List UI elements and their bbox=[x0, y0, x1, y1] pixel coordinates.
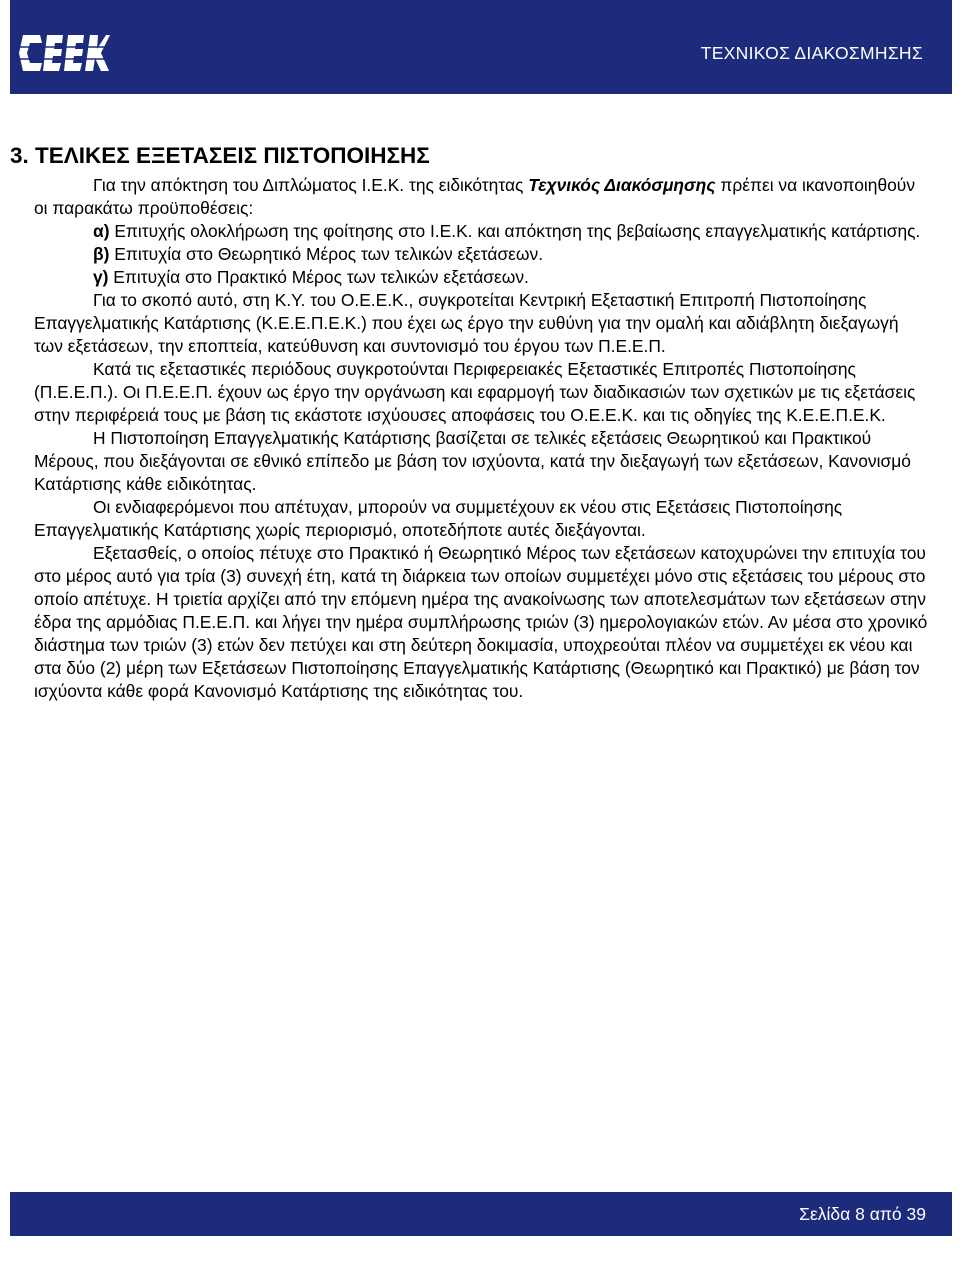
requirement-a-label: α) bbox=[93, 221, 110, 241]
page-number: Σελίδα 8 από 39 bbox=[799, 1204, 926, 1224]
document-title: ΤΕΧΝΙΚΟΣ ΔΙΑΚΟΣΜΗΣΗΣ bbox=[700, 43, 923, 63]
certification-paragraph: Η Πιστοποίηση Επαγγελματικής Κατάρτισης βασίζεται σε τελικές εξετάσεις Θεωρητικού και Πρακτικού Μέρους, που διεξάγονται σε εθνικό επίπεδο με βάση τον ισχύοντα, κατά την διεξαγωγή των εξετάσεων, Κανονισμό Κατάρτισης κάθε ειδικότητας. bbox=[34, 428, 911, 494]
retention-paragraph: Εξετασθείς, ο οποίος πέτυχε στο Πρακτικό ή Θεωρητικό Μέρος των εξετάσεων κατοχυρώνει την επιτυχία του στο μέρος αυτό για τρία (3) συνεχή έτη, κατά τη διάρκεια των οποίων συμμετέχει μόνο στις εξετάσεις του μέρους στο οποίο απέτυχε. Η τριετία αρχίζει από την επόμενη ημέρα της ανακοίνωσης των αποτελεσμάτων των εξετάσεων στην έδρα της αρμόδιας Π.Ε.Ε.Π. και λήγει την ημέρα συμπλήρωσης τριών (3) ημερολογιακών ετών. Αν μέσα στο χρονικό διάστημα των τριών (3) ετών δεν πετύχει και στη δεύτερη δοκιμασία, υποχρεούται πλέον να συμμετέχει εκ νέου και στα δύο (2) μέρη των Εξετάσεων Πιστοποίησης Επαγγελματικής Κατάρτισης (Θεωρητικό και Πρακτικό) με βάση τον ισχύοντα κάθε φορά Κανονισμό Κατάρτισης της ειδικότητας του. bbox=[34, 543, 928, 701]
requirement-a-text: Επιτυχής ολοκλήρωση της φοίτησης στο Ι.Ε.Κ. και απόκτηση της βεβαίωσης επαγγελματικής κατάρτισης. bbox=[109, 221, 921, 241]
specialty-name: Τεχνικός Διακόσμησης bbox=[528, 175, 716, 195]
section-heading: 3. ΤΕΛΙΚΕΣ ΕΞΕΤΑΣΕΙΣ ΠΙΣΤΟΠΟΙΗΣΗΣ bbox=[10, 143, 430, 168]
page-header bbox=[10, 0, 952, 94]
requirement-b bbox=[34, 243, 930, 266]
ceek-logo bbox=[18, 32, 110, 74]
intro-paragraph bbox=[34, 174, 930, 220]
requirement-b-text: Επιτυχία στο Θεωρητικό Μέρος των τελικών εξετάσεων. bbox=[109, 244, 544, 264]
committee-paragraph: Για το σκοπό αυτό, στη Κ.Υ. του Ο.Ε.Ε.Κ., συγκροτείται Κεντρική Εξεταστική Επιτροπή Πιστοποίησης Επαγγελματικής Κατάρτισης (Κ.Ε.Ε.Π.Ε.Κ.) που έχει ως έργο την ευθύνη για την ομαλή και αδιάβλητη διεξαγωγή των εξετάσεων, την εποπτεία, κατεύθυνση και συντονισμό του έργου των Π.Ε.Ε.Π. bbox=[34, 290, 899, 356]
body-text bbox=[34, 174, 930, 703]
page-footer bbox=[10, 1192, 952, 1236]
intro-text-end: πρέπει να ικανοποιηθούν οι παρακάτω προϋποθέσεις: bbox=[34, 175, 916, 218]
requirement-c-label: γ) bbox=[93, 267, 109, 287]
requirement-c bbox=[34, 266, 930, 289]
retake-paragraph: Οι ενδιαφερόμενοι που απέτυχαν, μπορούν να συμμετέχουν εκ νέου στις Εξετάσεις Πιστοποίησης Επαγγελματικής Κατάρτισης χωρίς περιορισμό, οποτεδήποτε αυτές διεξάγονται. bbox=[34, 497, 843, 540]
regional-committees-paragraph: Κατά τις εξεταστικές περιόδους συγκροτούνται Περιφερειακές Εξεταστικές Επιτροπές Πιστοποίησης (Π.Ε.Ε.Π.). Οι Π.Ε.Ε.Π. έχουν ως έργο την οργάνωση και εφαρμογή των διαδικασιών των σχετικών με τις εξετάσεις στην περιφέρειά τους με βάση τις εκάστοτε ισχύουσες αποφάσεις του Ο.Ε.Ε.Κ. και τις οδηγίες της Κ.Ε.Ε.Π.Ε.Κ. bbox=[34, 359, 916, 425]
requirement-a bbox=[34, 220, 930, 243]
requirement-b-label: β) bbox=[93, 244, 110, 264]
requirement-c-text: Επιτυχία στο Πρακτικό Μέρος των τελικών εξετάσεων. bbox=[108, 267, 529, 287]
intro-text: Για την απόκτηση του Διπλώματος Ι.Ε.Κ. της ειδικότητας bbox=[93, 175, 529, 195]
